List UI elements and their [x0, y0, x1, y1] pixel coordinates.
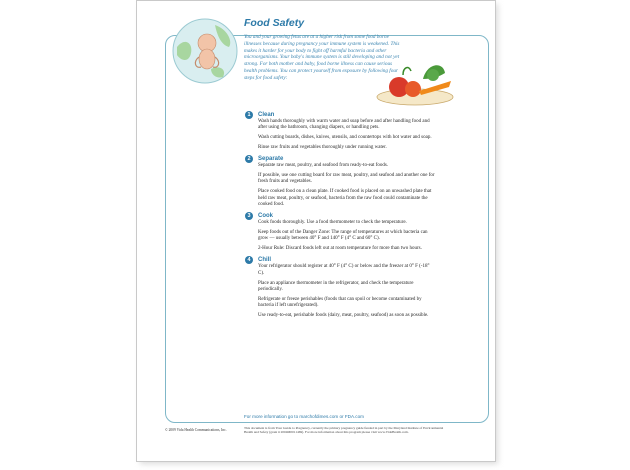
step-title: Chill [258, 257, 271, 264]
step-paragraph: Refrigerate or freeze perishables (foods that can spoil or become contaminated by bacteria if left unrefrigerated). [258, 296, 422, 309]
vegetables-illustration [373, 53, 457, 109]
step-title: Clean [258, 112, 275, 118]
step-number: 2 [245, 155, 253, 163]
step-paragraph: Wash cutting boards, dishes, knives, utensils, and countertops with hot water and soap. [258, 135, 432, 141]
step-paragraph: Cook foods thoroughly. Use a food thermometer to check the temperature. [258, 220, 407, 226]
step-title: Cook [258, 213, 273, 220]
step-separate [245, 155, 435, 208]
step-chill [245, 256, 435, 319]
step-clean [245, 111, 435, 152]
step-paragraph: If possible, use one cutting board for raw meat, poultry, and seafood and another one for fresh fruits and vegetables. [258, 173, 435, 185]
step-paragraph: Wash hands thoroughly with warm water and soap before and after handling food and after using the bathroom, changing diapers, or handling pets. [258, 119, 430, 131]
step-paragraph: 2-Hour Rule: Discard foods left out at room temperature for more than two hours. [258, 246, 422, 252]
document-page [136, 0, 496, 462]
step-paragraph: Use ready-to-eat, perishable foods (dairy, meat, poultry, seafood) as soon as possible. [258, 313, 429, 319]
step-paragraph: Place an appliance thermometer in the refrigerator, and check the temperature periodically. [258, 280, 414, 292]
baby-globe-illustration [171, 17, 239, 85]
step-paragraph: Rinse raw fruits and vegetables thoroughly under running water. [258, 145, 387, 151]
step-number: 3 [245, 212, 253, 220]
document-title: Food Safety [244, 17, 305, 29]
more-info-link[interactable]: For more information go to marchofdimes.com or FDA.com [244, 414, 364, 419]
step-title: Separate [258, 156, 284, 163]
intro-paragraph: You and your growing fetus are at a higher risk from some food borne illnesses because during pregnancy your immune system is weakened. This makes it harder for your body to fight off harmful bacteria and other microorganisms. Your baby's immune system is still developing and not yet strong. For both mother and baby, food borne illness can cause serious health problems. You can protect yourself from exposure by following four steps for food safety: [244, 34, 400, 81]
disclaimer-text: This document is from Your Guide to Pregnancy, currently the primary pregnancy guide funded in part by the Maryland Institute of Environmental Health and Safety (grant # 2004M0011469). For more information about this program please visit www.VidaHealth.com. [244, 426, 444, 435]
step-number: 1 [245, 111, 253, 119]
step-number: 4 [245, 256, 253, 264]
steps-list [245, 111, 435, 323]
step-paragraph: Your refrigerator should register at 40° F (4° C) or below and the freezer at 0° F (-18° C). [258, 264, 430, 276]
copyright-notice: © 2009 Vida Health Communications, Inc. [165, 428, 227, 432]
step-cook [245, 212, 435, 253]
step-paragraph: Keep foods out of the Danger Zone: The range of temperatures at which bacteria can grow — usually between 40° F and 140° F (4° C and 60° C). [258, 229, 428, 242]
step-paragraph: Separate raw meat, poultry, and seafood from ready-to-eat foods. [258, 163, 389, 169]
step-paragraph: Place cooked food on a clean plate. If cooked food is placed on an unwashed plate that held raw meat, poultry, or seafood, bacteria from the raw food could contaminate the cooked food. [258, 189, 432, 208]
